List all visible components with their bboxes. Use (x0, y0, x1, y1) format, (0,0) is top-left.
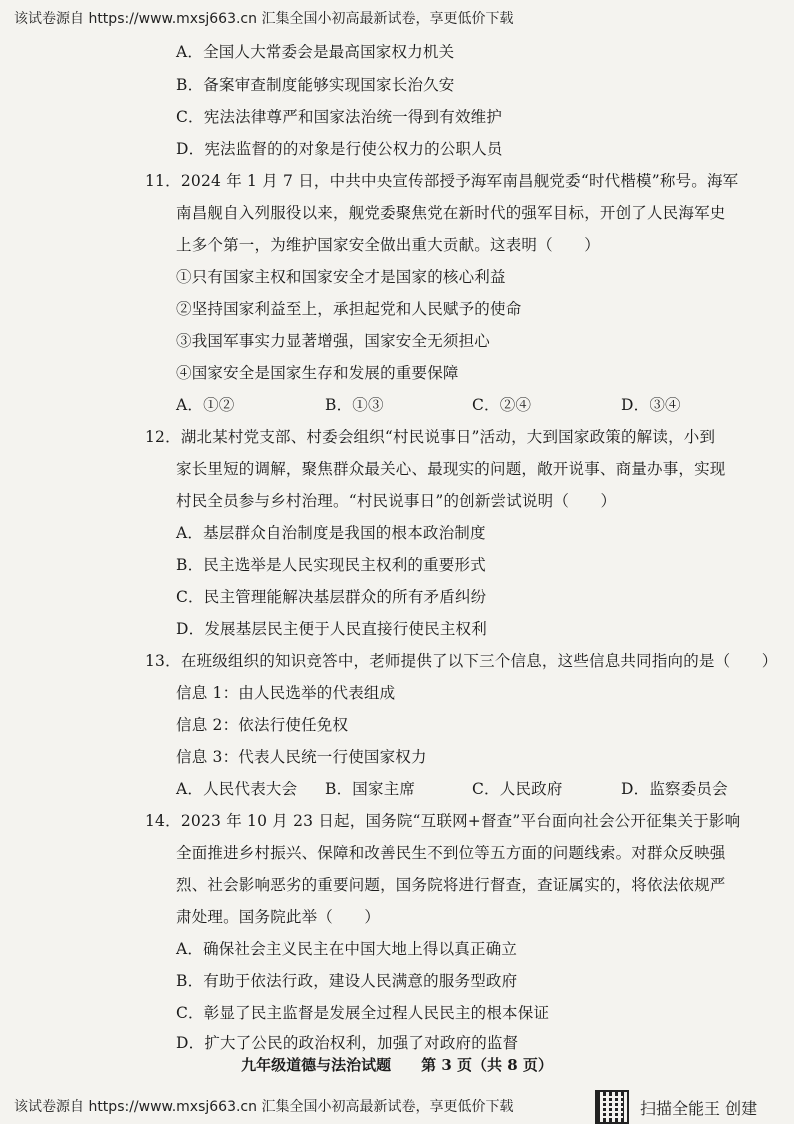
q11-statement-3: ③我国军事实力显著增强，国家安全无须担心 (176, 332, 491, 350)
q14-option-c: C．彰显了民主监督是发展全过程人民民主的根本保证 (176, 1004, 550, 1022)
q10-option-d: D．宪法监督的的对象是行使公权力的公职人员 (176, 140, 503, 158)
q11-option-b: B．①③ (325, 396, 384, 414)
q13-info-3: 信息 3：代表人民统一行使国家权力 (176, 748, 427, 766)
q12-stem-line-1: 12．湖北某村党支部、村委会组织“村民说事日”活动，大到国家政策的解读，小到 (145, 428, 716, 446)
q12-option-c: C．民主管理能解决基层群众的所有矛盾纠纷 (176, 588, 487, 606)
q11-statement-4: ④国家安全是国家生存和发展的重要保障 (176, 364, 459, 382)
source-banner-bottom: 该试卷源自 https://www.mxsj663.cn 汇集全国小初高最新试卷，享更低价下载 (14, 1099, 514, 1115)
q14-stem-line-1: 14．2023 年 10 月 23 日起，国务院“互联网+督查”平台面向社会公开征集关于影响 (145, 812, 741, 830)
q14-stem-line-3: 烈、社会影响恶劣的重要问题，国务院将进行督查，查证属实的，将依法依规严 (176, 876, 726, 894)
q12-option-d: D．发展基层民主便于人民直接行使民主权利 (176, 620, 487, 638)
q13-stem-line-1: 13．在班级组织的知识竞答中，老师提供了以下三个信息，这些信息共同指向的是（ ） (145, 652, 778, 670)
q10-option-a: A．全国人大常委会是最高国家权力机关 (176, 43, 455, 61)
q12-option-b: B．民主选举是人民实现民主权利的重要形式 (176, 556, 486, 574)
q14-stem-line-4: 肃处理。国务院此举（ ） (176, 908, 381, 926)
q14-stem-line-2: 全面推进乡村振兴、保障和改善民生不到位等五方面的问题线索。对群众反映强 (176, 844, 726, 862)
q12-stem-line-3: 村民全员参与乡村治理。“村民说事日”的创新尝试说明（ ） (176, 492, 617, 510)
q11-option-d: D．③④ (621, 396, 681, 414)
q10-option-c: C．宪法法律尊严和国家法治统一得到有效维护 (176, 108, 503, 126)
scanner-watermark: 扫描全能王 创建 (640, 1099, 758, 1118)
q13-option-d: D．监察委员会 (621, 780, 728, 798)
q12-stem-line-2: 家长里短的调解，聚焦群众最关心、最现实的问题，敞开说事、商量办事，实现 (176, 460, 726, 478)
q10-option-b: B．备案审查制度能够实现国家长治久安 (176, 76, 455, 94)
q11-option-a: A．①② (176, 396, 235, 414)
q11-stem-line-3: 上多个第一，为维护国家安全做出重大贡献。这表明（ ） (176, 236, 600, 254)
q11-stem-line-1: 11．2024 年 1 月 7 日，中共中央宣传部授予海军南昌舰党委“时代楷模”称号。海军 (145, 172, 739, 190)
q13-info-2: 信息 2：依法行使任免权 (176, 716, 349, 734)
q14-option-b: B．有助于依法行政，建设人民满意的服务型政府 (176, 972, 518, 990)
q11-statement-1: ①只有国家主权和国家安全才是国家的核心利益 (176, 268, 506, 286)
q11-option-c: C．②④ (472, 396, 532, 414)
q12-option-a: A．基层群众自治制度是我国的根本政治制度 (176, 524, 486, 542)
qr-code-icon (595, 1090, 629, 1124)
q14-option-d: D．扩大了公民的政治权利，加强了对政府的监督 (176, 1034, 519, 1052)
q11-statement-2: ②坚持国家利益至上，承担起党和人民赋予的使命 (176, 300, 522, 318)
page-footer: 九年级道德与法治试题 第 3 页（共 8 页） (241, 1056, 553, 1074)
q11-stem-line-2: 南昌舰自入列服役以来，舰党委聚焦党在新时代的强军目标，开创了人民海军史 (176, 204, 726, 222)
source-banner-top: 该试卷源自 https://www.mxsj663.cn 汇集全国小初高最新试卷，享更低价下载 (14, 11, 514, 27)
q13-info-1: 信息 1：由人民选举的代表组成 (176, 684, 396, 702)
q13-option-b: B．国家主席 (325, 780, 416, 798)
q13-option-c: C．人民政府 (472, 780, 563, 798)
q14-option-a: A．确保社会主义民主在中国大地上得以真正确立 (176, 940, 518, 958)
q13-option-a: A．人民代表大会 (176, 780, 298, 798)
